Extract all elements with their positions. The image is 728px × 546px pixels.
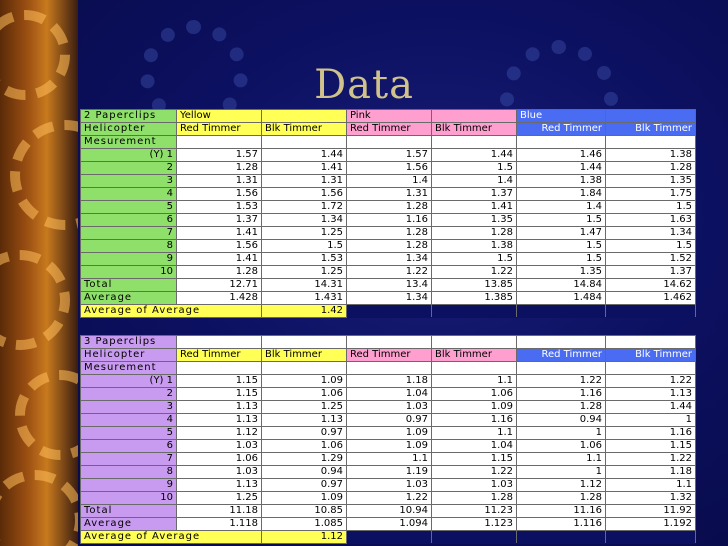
timmer-header-cell: Red Timmer <box>177 123 262 136</box>
total-label: Total <box>81 505 177 518</box>
value-cell: 1.53 <box>177 201 262 214</box>
average-label: Average <box>81 518 177 531</box>
value-cell: 1.5 <box>517 240 606 253</box>
color-header-cell <box>432 110 517 123</box>
blank-cell <box>432 531 517 544</box>
value-cell: 1.25 <box>262 401 347 414</box>
value-cell: 1.4 <box>432 175 517 188</box>
value-cell: 1.06 <box>262 440 347 453</box>
avg-of-avg-value: 1.42 <box>262 305 347 318</box>
timmer-header-cell: Blk Timmer <box>432 123 517 136</box>
value-cell: 1.09 <box>262 492 347 505</box>
color-header-cell: Yellow <box>177 110 262 123</box>
value-cell: 1.22 <box>606 453 696 466</box>
table-3-paperclips <box>80 335 696 544</box>
blank-cell <box>606 136 696 149</box>
value-cell: 0.97 <box>347 414 432 427</box>
average-value: 1.118 <box>177 518 262 531</box>
value-cell: 1.19 <box>347 466 432 479</box>
blank-cell <box>262 336 347 349</box>
data-row <box>81 388 696 401</box>
value-cell: 1.31 <box>177 175 262 188</box>
data-row <box>81 253 696 266</box>
data-row <box>81 227 696 240</box>
color-header-cell <box>262 110 347 123</box>
value-cell: 1.5 <box>432 253 517 266</box>
row-label: 10 <box>81 492 177 505</box>
data-row <box>81 201 696 214</box>
value-cell: 1.22 <box>606 375 696 388</box>
average-value: 1.094 <box>347 518 432 531</box>
value-cell: 1.1 <box>432 427 517 440</box>
total-value: 12.71 <box>177 279 262 292</box>
color-header-cell: Pink <box>347 110 432 123</box>
row-label: 7 <box>81 453 177 466</box>
gear-decoration <box>0 470 78 546</box>
value-cell: 1.03 <box>432 479 517 492</box>
average-value: 1.462 <box>606 292 696 305</box>
value-cell: 1.13 <box>177 479 262 492</box>
row-label: 8 <box>81 466 177 479</box>
blank-cell <box>432 305 517 318</box>
value-cell: 1.1 <box>517 453 606 466</box>
average-row <box>81 292 696 305</box>
value-cell: 1.13 <box>606 388 696 401</box>
value-cell: 1 <box>517 427 606 440</box>
value-cell: 1.44 <box>606 401 696 414</box>
value-cell: 1.4 <box>517 201 606 214</box>
value-cell: 1.38 <box>517 175 606 188</box>
value-cell: 1.22 <box>517 375 606 388</box>
value-cell: 1.09 <box>262 375 347 388</box>
value-cell: 1.15 <box>606 440 696 453</box>
value-cell: 1.44 <box>517 162 606 175</box>
value-cell: 1.25 <box>262 227 347 240</box>
blank-cell <box>606 362 696 375</box>
header-row <box>81 110 696 123</box>
value-cell: 1.06 <box>432 388 517 401</box>
row-label: (Y) 1 <box>81 149 177 162</box>
value-cell: 1.09 <box>347 440 432 453</box>
timmer-header-cell: Blk Timmer <box>606 123 696 136</box>
data-row <box>81 162 696 175</box>
helicopter-label: Helicopter <box>81 349 177 362</box>
average-value: 1.116 <box>517 518 606 531</box>
value-cell: 1.25 <box>177 492 262 505</box>
value-cell: 1.16 <box>517 388 606 401</box>
total-label: Total <box>81 279 177 292</box>
value-cell: 1.35 <box>432 214 517 227</box>
helicopter-label: Helicopter <box>81 123 177 136</box>
value-cell: 1.41 <box>177 227 262 240</box>
value-cell: 1.56 <box>262 188 347 201</box>
average-value: 1.431 <box>262 292 347 305</box>
total-value: 11.23 <box>432 505 517 518</box>
data-row <box>81 466 696 479</box>
value-cell: 1.29 <box>262 453 347 466</box>
value-cell: 1.84 <box>517 188 606 201</box>
value-cell: 1.41 <box>432 201 517 214</box>
value-cell: 1.28 <box>432 492 517 505</box>
blank-cell <box>347 336 432 349</box>
row-label: 8 <box>81 240 177 253</box>
value-cell: 0.97 <box>262 479 347 492</box>
value-cell: 1.13 <box>262 414 347 427</box>
table-title-cell: 2 Paperclips <box>81 110 177 123</box>
total-value: 13.85 <box>432 279 517 292</box>
average-value: 1.428 <box>177 292 262 305</box>
value-cell: 1.57 <box>177 149 262 162</box>
row-label: 7 <box>81 227 177 240</box>
value-cell: 1.06 <box>262 388 347 401</box>
value-cell: 1.5 <box>432 162 517 175</box>
total-value: 11.92 <box>606 505 696 518</box>
row-label: 2 <box>81 388 177 401</box>
value-cell: 1.5 <box>262 240 347 253</box>
data-row <box>81 479 696 492</box>
total-value: 11.18 <box>177 505 262 518</box>
avg-of-avg-row <box>81 531 696 544</box>
timmer-header-cell: Red Timmer <box>347 123 432 136</box>
color-header-cell: Blue <box>517 110 606 123</box>
value-cell: 1.37 <box>606 266 696 279</box>
value-cell: 1.46 <box>517 149 606 162</box>
value-cell: 1.04 <box>432 440 517 453</box>
value-cell: 1.15 <box>432 453 517 466</box>
average-value: 1.192 <box>606 518 696 531</box>
blank-cell <box>517 136 606 149</box>
average-value: 1.484 <box>517 292 606 305</box>
value-cell: 1.5 <box>606 201 696 214</box>
value-cell: 1.41 <box>262 162 347 175</box>
blank-cell <box>606 336 696 349</box>
data-row <box>81 149 696 162</box>
row-label: 5 <box>81 427 177 440</box>
blank-cell <box>347 305 432 318</box>
blank-cell <box>517 362 606 375</box>
row-label: 6 <box>81 440 177 453</box>
value-cell: 1.22 <box>347 266 432 279</box>
value-cell: 1.34 <box>262 214 347 227</box>
subheader-row <box>81 123 696 136</box>
subheader-row <box>81 349 696 362</box>
avg-of-avg-value: 1.12 <box>262 531 347 544</box>
row-label: 3 <box>81 401 177 414</box>
data-row <box>81 214 696 227</box>
measurement-row <box>81 362 696 375</box>
slide-title: Data <box>314 62 414 108</box>
total-value: 14.62 <box>606 279 696 292</box>
value-cell: 1.57 <box>347 149 432 162</box>
value-cell: 1.18 <box>606 466 696 479</box>
data-row <box>81 240 696 253</box>
average-value: 1.123 <box>432 518 517 531</box>
value-cell: 0.97 <box>262 427 347 440</box>
blank-cell <box>177 136 262 149</box>
row-label: 4 <box>81 414 177 427</box>
blank-cell <box>177 336 262 349</box>
gear-decoration <box>0 250 70 350</box>
blank-cell <box>517 336 606 349</box>
value-cell: 1.1 <box>606 479 696 492</box>
value-cell: 1.38 <box>432 240 517 253</box>
blank-cell <box>606 305 696 318</box>
data-row <box>81 266 696 279</box>
value-cell: 1.09 <box>347 427 432 440</box>
blank-cell <box>606 531 696 544</box>
timmer-header-cell: Red Timmer <box>517 123 606 136</box>
row-label: 6 <box>81 214 177 227</box>
data-row <box>81 427 696 440</box>
timmer-header-cell: Red Timmer <box>177 349 262 362</box>
value-cell: 1.03 <box>347 479 432 492</box>
value-cell: 1.5 <box>517 214 606 227</box>
value-cell: 1.31 <box>347 188 432 201</box>
data-row <box>81 440 696 453</box>
value-cell: 1.38 <box>606 149 696 162</box>
total-value: 14.84 <box>517 279 606 292</box>
row-label: 10 <box>81 266 177 279</box>
value-cell: 1.5 <box>517 253 606 266</box>
timmer-header-cell: Blk Timmer <box>262 349 347 362</box>
value-cell: 1.44 <box>262 149 347 162</box>
value-cell: 1.06 <box>517 440 606 453</box>
value-cell: 1.52 <box>606 253 696 266</box>
value-cell: 1 <box>606 414 696 427</box>
value-cell: 1.16 <box>347 214 432 227</box>
row-label: 9 <box>81 479 177 492</box>
value-cell: 1.12 <box>517 479 606 492</box>
value-cell: 1.37 <box>177 214 262 227</box>
value-cell: 1.13 <box>177 401 262 414</box>
data-row <box>81 188 696 201</box>
value-cell: 0.94 <box>262 466 347 479</box>
measurement-label: Mesurement <box>81 362 177 375</box>
data-row <box>81 414 696 427</box>
data-row <box>81 401 696 414</box>
value-cell: 1.16 <box>432 414 517 427</box>
value-cell: 1.56 <box>347 162 432 175</box>
blank-cell <box>347 136 432 149</box>
value-cell: 1.28 <box>517 492 606 505</box>
gear-decoration <box>15 370 78 460</box>
value-cell: 1.12 <box>177 427 262 440</box>
blank-cell <box>262 362 347 375</box>
value-cell: 1.22 <box>432 266 517 279</box>
header-row <box>81 336 696 349</box>
color-header-cell <box>606 110 696 123</box>
gear-decoration <box>10 120 78 230</box>
row-label: 9 <box>81 253 177 266</box>
timmer-header-cell: Red Timmer <box>517 349 606 362</box>
timmer-header-cell: Blk Timmer <box>432 349 517 362</box>
row-label: 4 <box>81 188 177 201</box>
timmer-header-cell: Blk Timmer <box>606 349 696 362</box>
value-cell: 1.25 <box>262 266 347 279</box>
value-cell: 1.06 <box>177 453 262 466</box>
table-2-paperclips <box>80 109 696 318</box>
value-cell: 1.13 <box>177 414 262 427</box>
value-cell: 1.28 <box>606 162 696 175</box>
value-cell: 1.1 <box>347 453 432 466</box>
value-cell: 1.03 <box>177 466 262 479</box>
value-cell: 1.41 <box>177 253 262 266</box>
row-label: 3 <box>81 175 177 188</box>
value-cell: 1.34 <box>347 253 432 266</box>
measurement-label: Mesurement <box>81 136 177 149</box>
total-value: 13.4 <box>347 279 432 292</box>
value-cell: 1.28 <box>347 227 432 240</box>
average-value: 1.085 <box>262 518 347 531</box>
value-cell: 1.56 <box>177 240 262 253</box>
value-cell: 1.28 <box>432 227 517 240</box>
value-cell: 1.75 <box>606 188 696 201</box>
value-cell: 1.22 <box>347 492 432 505</box>
row-label: 2 <box>81 162 177 175</box>
value-cell: 1.22 <box>432 466 517 479</box>
avg-of-avg-row <box>81 305 696 318</box>
value-cell: 1.53 <box>262 253 347 266</box>
value-cell: 1.28 <box>177 266 262 279</box>
value-cell: 1.15 <box>177 375 262 388</box>
value-cell: 1.31 <box>262 175 347 188</box>
value-cell: 1.34 <box>606 227 696 240</box>
value-cell: 1.72 <box>262 201 347 214</box>
avg-of-avg-label: Average of Average <box>81 531 262 544</box>
value-cell: 1.37 <box>432 188 517 201</box>
blank-cell <box>347 531 432 544</box>
value-cell: 1.16 <box>606 427 696 440</box>
value-cell: 1.09 <box>432 401 517 414</box>
blank-cell <box>432 336 517 349</box>
table-title-cell: 3 Paperclips <box>81 336 177 349</box>
average-value: 1.385 <box>432 292 517 305</box>
value-cell: 1.18 <box>347 375 432 388</box>
total-value: 11.16 <box>517 505 606 518</box>
value-cell: 1.44 <box>432 149 517 162</box>
row-label: 5 <box>81 201 177 214</box>
average-value: 1.34 <box>347 292 432 305</box>
value-cell: 1.56 <box>177 188 262 201</box>
value-cell: 1.63 <box>606 214 696 227</box>
value-cell: 1.03 <box>347 401 432 414</box>
value-cell: 1.4 <box>347 175 432 188</box>
blank-cell <box>517 531 606 544</box>
value-cell: 1.5 <box>606 240 696 253</box>
value-cell: 1.28 <box>177 162 262 175</box>
total-value: 14.31 <box>262 279 347 292</box>
blank-cell <box>432 136 517 149</box>
average-row <box>81 518 696 531</box>
value-cell: 0.94 <box>517 414 606 427</box>
value-cell: 1.04 <box>347 388 432 401</box>
value-cell: 1.35 <box>517 266 606 279</box>
value-cell: 1.28 <box>347 201 432 214</box>
blank-cell <box>347 362 432 375</box>
blank-cell <box>432 362 517 375</box>
value-cell: 1.35 <box>606 175 696 188</box>
row-label: (Y) 1 <box>81 375 177 388</box>
timmer-header-cell: Red Timmer <box>347 349 432 362</box>
blank-cell <box>517 305 606 318</box>
value-cell: 1.15 <box>177 388 262 401</box>
value-cell: 1.32 <box>606 492 696 505</box>
data-row <box>81 453 696 466</box>
value-cell: 1.1 <box>432 375 517 388</box>
data-row <box>81 375 696 388</box>
value-cell: 1.03 <box>177 440 262 453</box>
total-value: 10.94 <box>347 505 432 518</box>
average-label: Average <box>81 292 177 305</box>
value-cell: 1.28 <box>347 240 432 253</box>
value-cell: 1.28 <box>517 401 606 414</box>
value-cell: 1 <box>517 466 606 479</box>
total-row <box>81 279 696 292</box>
blank-cell <box>177 362 262 375</box>
data-row <box>81 175 696 188</box>
measurement-row <box>81 136 696 149</box>
value-cell: 1.47 <box>517 227 606 240</box>
avg-of-avg-label: Average of Average <box>81 305 262 318</box>
timmer-header-cell: Blk Timmer <box>262 123 347 136</box>
total-value: 10.85 <box>262 505 347 518</box>
total-row <box>81 505 696 518</box>
data-row <box>81 492 696 505</box>
blank-cell <box>262 136 347 149</box>
